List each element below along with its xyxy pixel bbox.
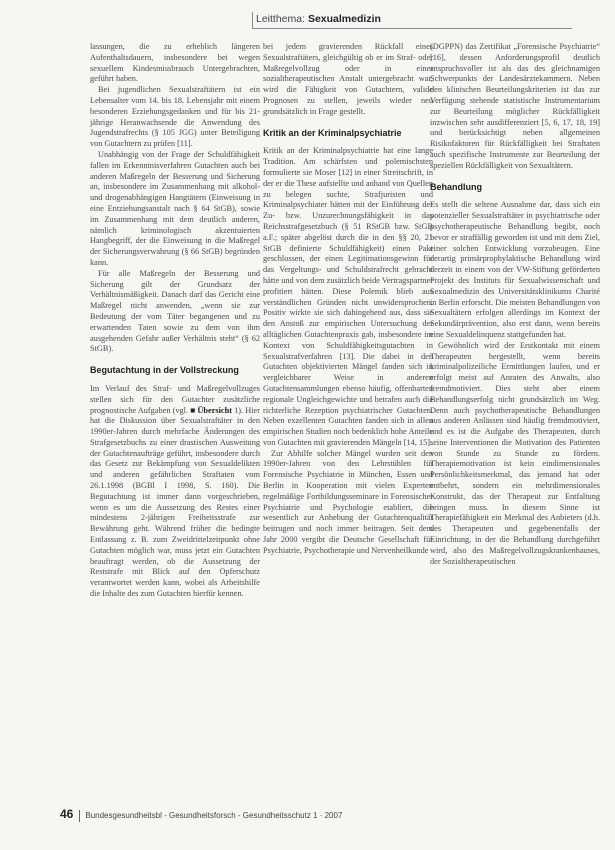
column-right [430,42,600,567]
paragraph: bei jedem gravierenden Rückfall eines Sexualstraftäters, gleichgültig ob er im Straf- oder Maßregelvollzug oder in einer sozialtherapeutischen Anstalt untergebracht war, wird die Fähigkeit von Gutachtern, valide Prognosen zu stellen, jeweils wieder neu grundsätzlich in Frage gestellt. [263,42,433,116]
paragraph [90,384,260,600]
column-middle [263,42,433,557]
column-left [90,42,260,600]
paragraph: Zur Abhilfe solcher Mängel wurden seit den 1990er-Jahren von den Lehrstühlen für Forensische Psychiatrie in München, Essen und Berlin in Kooperation mit vielen Experten regelmäßige Fortbildungsseminare in Forensischer Psychiatrie und Psychologie etabliert, die wesentlich zur Anhebung der Gutachtenqualität beitrugen und noch immer beitragen. Seit dem Jahr 2000 vergibt die Deutsche Gesellschaft für Psychiatrie, Psychotherapie und Nervenheilkunde [263,448,433,555]
overview-label: Übersicht [197,405,232,415]
paragraph-text: Im Verlauf des Straf- und Maßregelvollzuges stellen sich für den Gutachter zusätzliche prognostische Aufgaben (vgl. [90,383,260,415]
paragraph: lassungen, die zu erheblich längeren Aufenthaltsdauern, insbesondere bei wegen sexuellem Kindesmissbrauch Untergebrachten, geführt haben. [90,42,260,84]
journal-citation: Bundesgesundheitsbl - Gesundheitsforsch - Gesundheitsschutz 1 · 2007 [85,811,343,820]
section-topic: Sexualmedizin [307,13,381,25]
paragraph: Es stellt die seltene Ausnahme dar, dass sich ein potenzieller Sexualstraftäter in psychiatrische oder psychotherapeutische Behandlung begibt, noch bevor er straffällig geworden ist und mit dem Ziel, einer solchen Entwicklung vorzubeugen. Eine derartig primärprophylaktische Behandlung wird derzeit in einem von der VW-Stiftung geförderten Projekt des Instituts für Sexualwissenschaft und Sexualmedizin des Universitätsklinikums Charité in Berlin erforscht. Die meisten Behandlungen von Sexualtätern erfolgen allerdings im Kontext der Sekundärprävention, also erst dann, wenn bereits eine Sexualdelinquenz stattgefunden hat. [430,200,600,339]
page-number: 46 [60,807,74,821]
paragraph-text: 1). Hier hat die Diskussion über Sexualstraftäter in den 1990er-Jahren durch mehrfache Änderungen des Strafgesetzbuchs zu einer drastischen Ausweitung der Gutachtenaufträge geführt, insbesondere durch das Gesetz zur Bekämpfung von Sexualdelikten und anderen gefährlichen Straftaten vom 26.1.1998 (BGBl I 1998, S. 160). Die Begutachtung ist immer dann vorgeschrieben, wenn es um die Aussetzung des Restes einer mindestens 2-jährigen Freiheitsstrafe zur Bewährung geht. Während früher die bedingte Entlassung z. B. zum Zweidrittelzeitpunkt ohne Gutachten möglich war, muss jetzt ein Gutachten beauftragt werden, ob die Aussetzung der Reststrafe mit Blick auf den Opferschutz verantwortet werden kann, wobei als Arbeitshilfe die Inhalte des zum Gutachten hierfür kennen. [90,405,261,599]
paragraph: Unabhängig von der Frage der Schuldfähigkeit fallen im Erkenntnisverfahren Gutachten auch bei anderen Maßregeln der Besserung und Sicherung an, insbesondere im Zusammenhang mit alkohol- und drogenabhängigen Hangtätern (Einweisung in eine Entziehungsanstalt nach § 64 StGB), sowie im Zusammenhang mit dem deutlich anderen, nämlich kriminologisch akzentuierten Hangbegriff, der die Einweisung in die Maßregel der Sicherungsverwahrung (§ 66 StGB) begründen kann. [90,149,260,267]
section-prefix: Leitthema: [256,13,308,25]
page-footer [60,807,342,822]
paragraph: Gewöhnlich wird der Erstkontakt mit einem Therapeuten hergestellt, wenn bereits kriminalpolizeiliche Ermittlungen laufen, und er erfolgt meist auf Anraten des Anwalts, also fremdmotiviert. Dies steht aber einem Behandlungserfolg nicht grundsätzlich im Weg. Denn auch psychotherapeutische Behandlungen aus anderen Anlässen sind häufig fremdmotiviert, und es ist die Aufgabe des Therapeuten, durch seine Interventionen die Motivation des Patienten von Stunde zu Stunde zu fördern. Therapiemotivation ist kein eindimensionales Persönlichkeitsmerkmal, das jemand hat oder entbehrt, sondern ein mehrdimensionales Konstrukt, das der Therapeut zur Entfaltung bringen muss. In diesem Sinne ist Therapiefähigkeit ein Merkmal des Anbieters (d.h. des Therapeuten und gegebenenfalls der Einrichtung, in der die Behandlung durchgeführt wird, also des Maßregelvollzugskrankenhauses, der Sozialtherapeutischen [430,340,600,566]
section-heading: Behandlung [430,181,482,192]
section-label [256,13,381,25]
paragraph: Kritik an der Kriminalpsychiatrie hat eine lange Tradition. Am schärfsten und polemischsten formulierte sie Moser [12] in einer Streitschrift, in der er die These aufstellte und anhand von Quellen zu belegen suchte, Strafjuristen und Kriminalpsychiater hätten mit der Einführung der Zu- bzw. Unzurechnungsfähigkeit in das Reichsstrafgesetzbuch (§ 51 RStGB bzw. StGB a.F.; später abgelöst durch die in den §§ 20, 21 StGB definierte Schuldfähigkeit) einen Pakt geschlossen, der einen Legitimationsgewinn für das Vergeltungs- und Schuldstrafrecht gebracht hätte und von dem zusätzlich beide Vertragspartner profitiert hätten. Diese Polemik blieb aus verständlichen Gründen nicht unwidersprochen. Positiv wirkte sie sich dahingehend aus, dass sie den Anstoß zur empirischen Untersuchung der alltäglichen Gutachtenpraxis gab, insbesondere im Kontext von Schuldfähigkeitsgutachten in Sexualstrafverfahren [13]. Die dabei in den Gutachten objektivierten Mängel fanden sich in vergleichbarer Weise in anderen Gutachtensammlungen ebenso häufig, offenbarten regionale Ungleichgewichte und betrafen auch die richterliche Rezeption psychiatrischer Gutachten. Neben exzellenten Gutachten fanden sich in allen empirischen Studien noch bedenklich hohe Anteile von Gutachten mit gravierenden Mängeln [14, 15]. [263,146,433,447]
paragraph: Bei jugendlichen Sexualstraftätern ist ein Lebensalter vom 14. bis 18. Lebensjahr mit einem besonderen Erziehungsgedanken und für bis 21-jährige Heranwachsende die Anwendung des Jugendstrafrechts (§ 105 JGG) unter Beteiligung von Gutachtern zu prüfen [11]. [90,85,260,149]
overview-marker: ■ Übersicht [190,405,232,415]
paragraph: (DGPPN) das Zertifikat „Forensische Psychiatrie“ [16], dessen Anforderungsprofil deutlich anspruchsvoller ist als das des gleichnamigen Schwerpunkts der Landesärztekammern. Neben den klinischen Beurteilungskriterien ist das zur Verfügung stehende statistische Instrumentarium zur Beurteilung möglicher Rückfälligkeit inzwischen sehr ausdifferenziert [5, 6, 17, 18, 19] und berücksichtigt neben allgemeinen Risikofaktoren für Rückfälligkeit bei Straftaten auch spezifische Instrumente zur Beurteilung der speziellen Rückfälligkeit von Sexualtätern. [430,42,600,170]
paragraph: Für alle Maßregeln der Besserung und Sicherung gilt der Grundsatz der Verhältnismäßigkeit. Danach darf das Gericht eine Maßregel nicht anwenden, „wenn sie zur Bedeutung der vom Täter begangenen und zu erwartenden Taten sowie zu dem von ihm ausgehenden Gefahr außer Verhältnis steht“ (§ 62 StGB). [90,268,260,354]
section-heading: Kritik an der Kriminalpsychiatrie [263,127,402,138]
running-header [252,12,572,29]
section-heading: Begutachtung in der Vollstreckung [90,365,239,376]
footer-divider [79,810,80,822]
